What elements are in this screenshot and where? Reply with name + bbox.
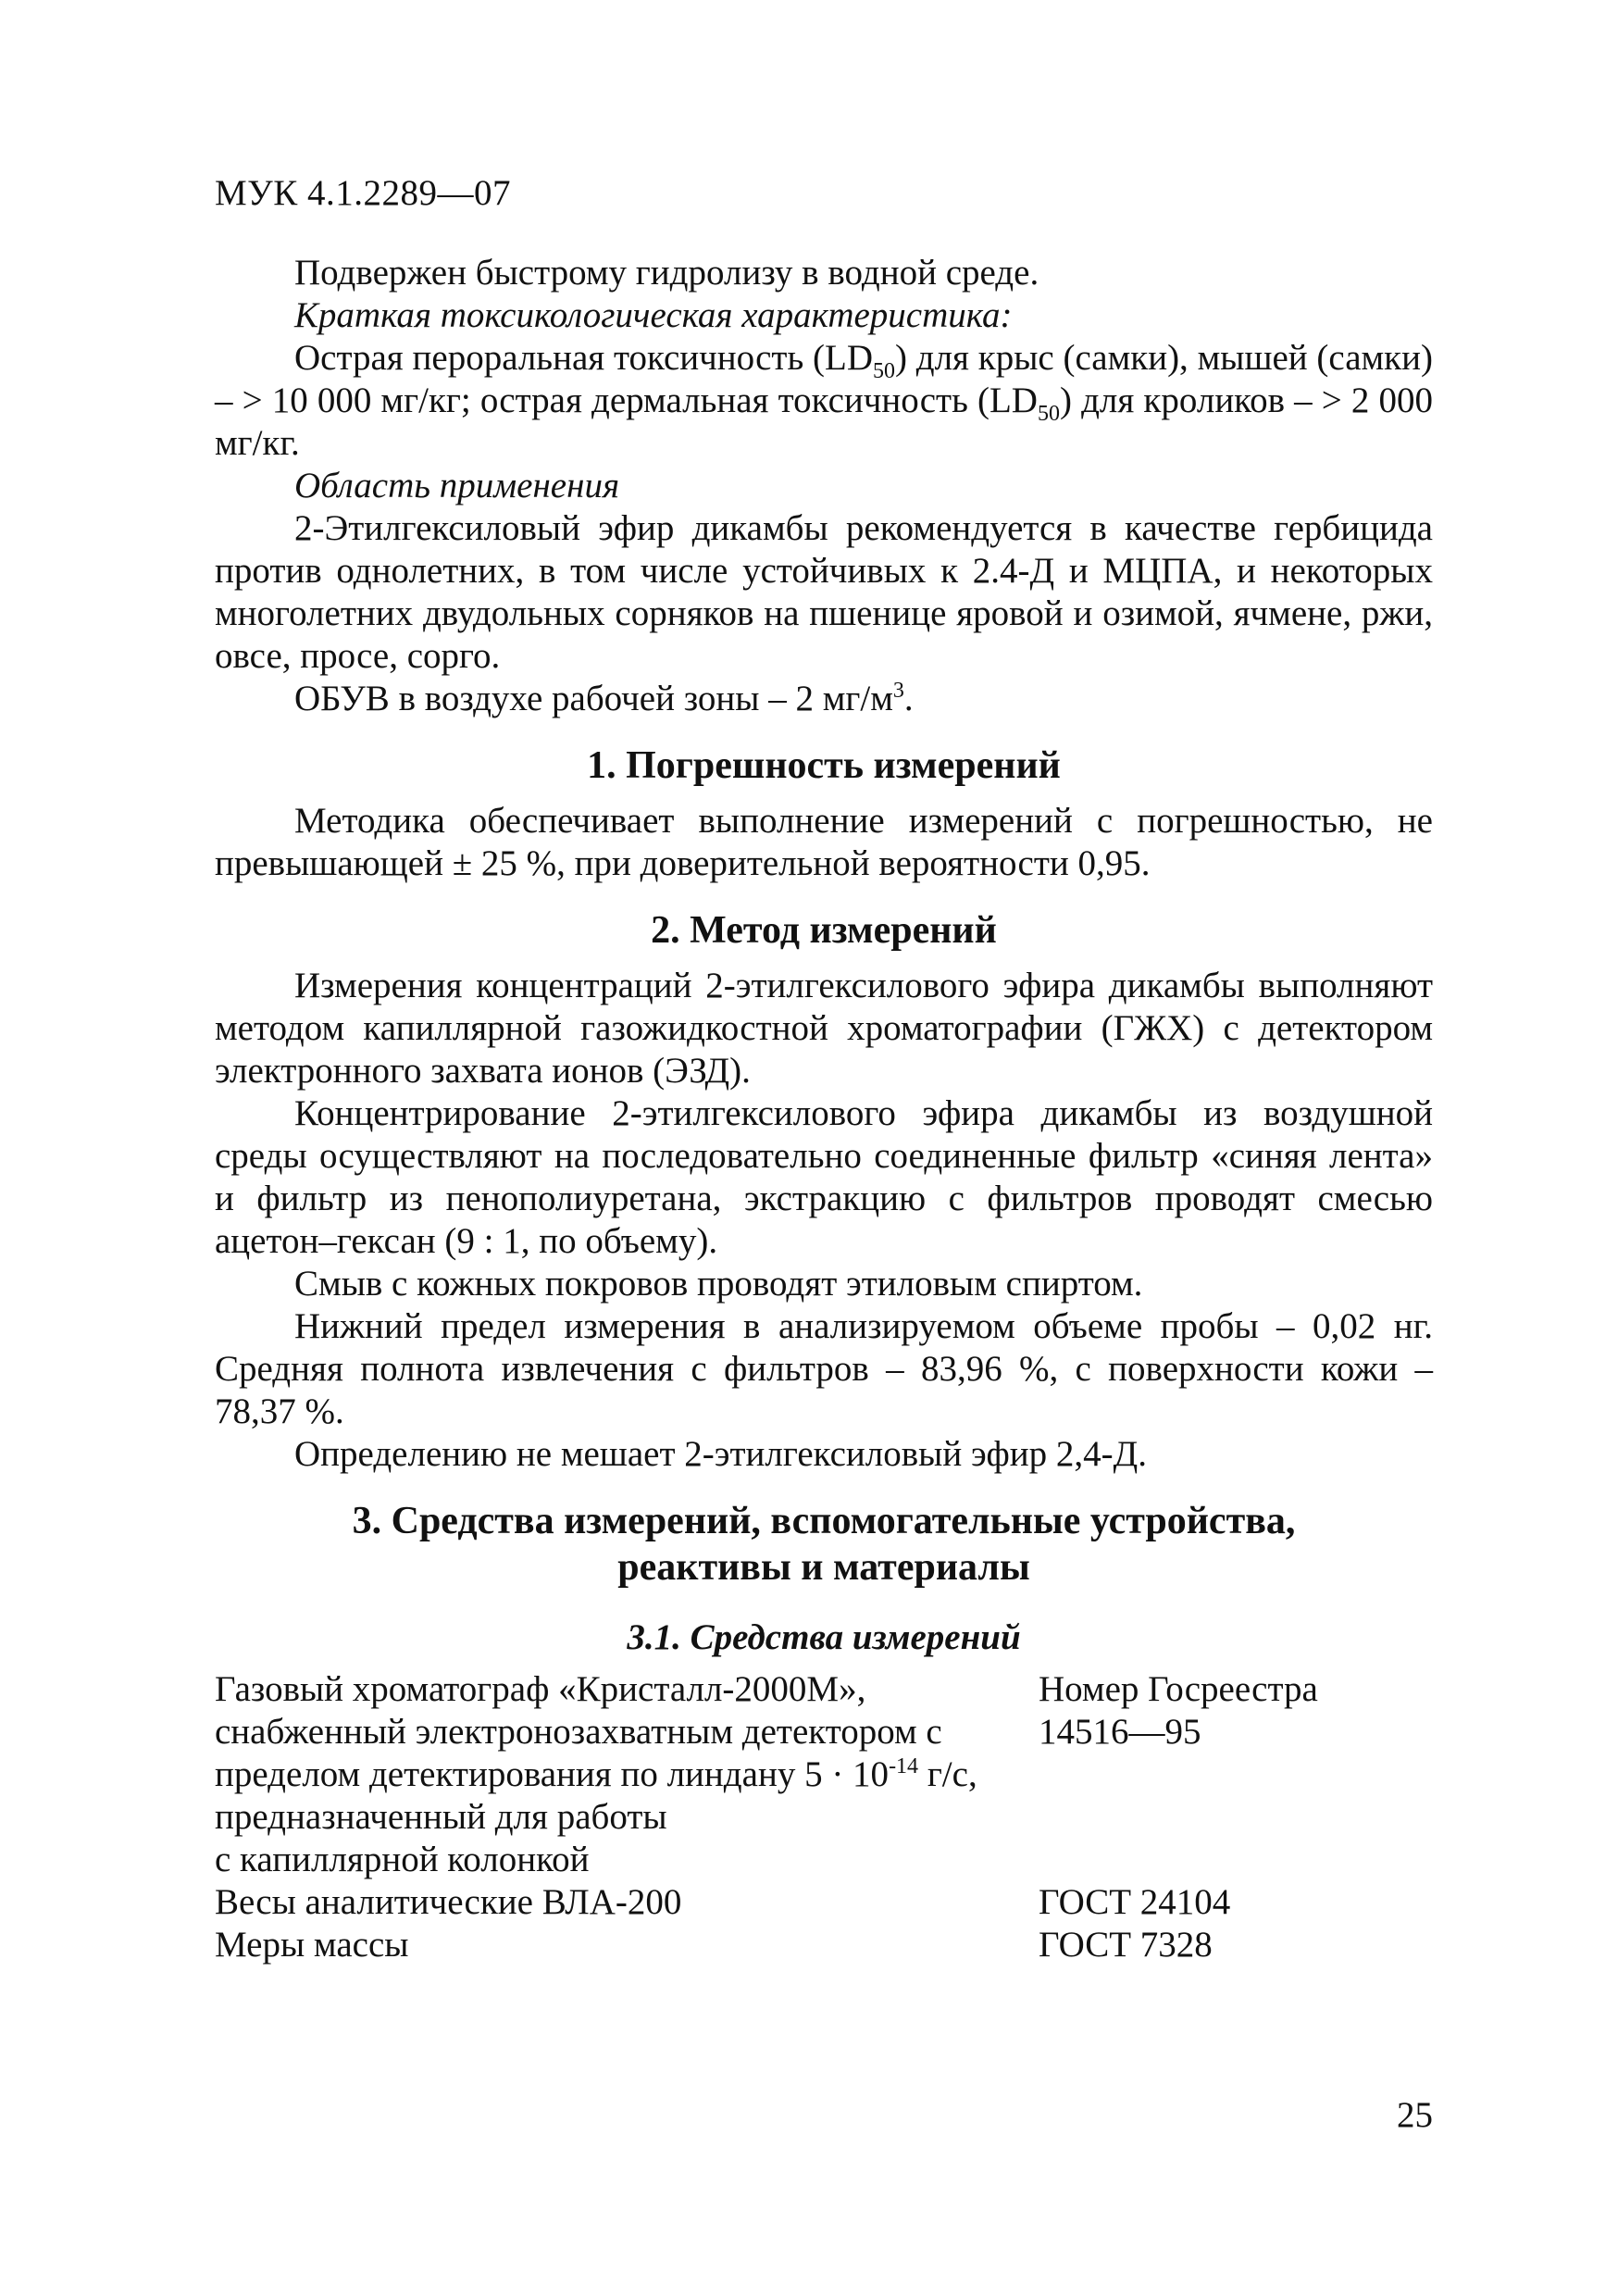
application-text: 2-Этилгексиловый эфир дикамбы рекомендуется в качестве гербицида против однолетних, в том числе устойчивых к 2.4-Д и МЦПА, и некоторых многолетних двудольных сорняков на пшенице яровой и озимой, ячмене, ржи, овсе, просе, сорго. <box>215 508 1433 676</box>
document-body <box>215 252 1433 1966</box>
toxicology-text: Острая пероральная токсичность $(LD_{50})$ для крыс (самки), мышей (самки) – > 10 000 мг/кг; острая дермальная токсичность $(LD_{50})$ для кроликов – > 2 000 мг/кг. <box>215 338 1433 463</box>
obuv-text: ОБУВ в воздухе рабочей зоны – 2 $мг/м^3$. <box>294 679 914 718</box>
section-2-paragraph: Определению не мешает 2-этилгексиловый эфир 2,4-Д. <box>294 1434 1147 1474</box>
section-2-paragraph: Измерения концентраций 2-этилгексилового эфира дикамбы выполняют методом капиллярной газожидкостной хроматографии (ГЖХ) с детектором электронного захвата ионов (ЭЗД). <box>215 966 1433 1091</box>
section-1-text: Методика обеспечивает выполнение измерений с погрешностью, не превышающей ± 25 %, при доверительной вероятности 0,95. <box>215 801 1433 883</box>
section-1-title: 1. Погрешность измерений <box>587 744 1061 787</box>
toxicology-heading: Краткая токсикологическая характеристика: <box>294 295 1013 335</box>
document-code: МУК 4.1.2289—07 <box>215 173 512 213</box>
section-3-1-subtitle: 3.1. Средства измерений <box>627 1617 1021 1657</box>
equipment-list <box>215 1668 1433 1966</box>
section-2-paragraph: Концентрирование 2-этилгексилового эфира дикамбы из воздушной среды осуществляют на последовательно соединенные фильтр «синяя лента» и фильтр из пенополиуретана, экстракцию с фильтров проводят смесью ацетон–гексан (9 : 1, по объему). <box>215 1093 1433 1261</box>
hydrolysis-text: Подвержен быстрому гидролизу в водной среде. <box>294 253 1039 293</box>
equipment-name: Весы аналитические ВЛА-200 <box>215 1882 682 1922</box>
equipment-name: Меры массы <box>215 1925 409 1965</box>
section-2-paragraph: Нижний предел измерения в анализируемом объеме пробы – 0,02 нг. Средняя полнота извлечения с фильтров – 83,96 %, с поверхности кожи – 78,37 %. <box>215 1306 1433 1431</box>
section-2-title: 2. Метод измерений <box>651 909 997 952</box>
application-heading: Область применения <box>294 466 620 505</box>
equipment-reference: ГОСТ 7328 <box>1039 1925 1213 1965</box>
section-2-paragraph: Смыв с кожных покровов проводят этиловым спиртом. <box>294 1264 1143 1304</box>
page-number: 25 <box>1397 2095 1433 2135</box>
equipment-reference: ГОСТ 24104 <box>1039 1882 1231 1922</box>
section-3-title: 3. Средства измерений, вспомогательные устройства, реактивы и материалы <box>352 1500 1296 1589</box>
equipment-reference: Номер Госреестра 14516—95 <box>1039 1669 1318 1752</box>
equipment-name: Газовый хроматограф «Кристалл-2000М», снабженный электронозахватным детектором с пределом детектирования по линдану $5 \cdot 10^{-14}$ г/с, предназначенный для работы с капиллярной колонкой <box>215 1669 977 1879</box>
